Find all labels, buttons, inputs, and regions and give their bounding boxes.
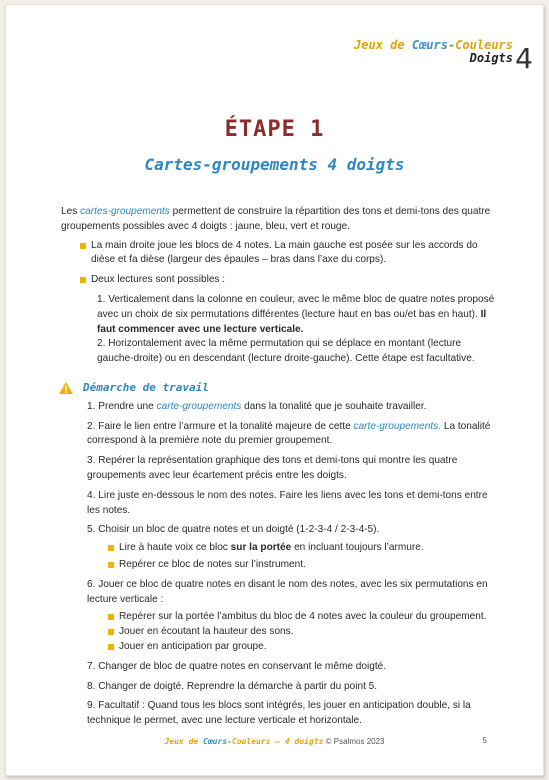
page-number: 5 bbox=[482, 736, 487, 745]
document-body bbox=[61, 205, 499, 729]
sub-bullet: Lire à haute voix ce bloc sur la portée en incluant toujours l’armure. bbox=[105, 541, 499, 556]
brand-part3: - bbox=[447, 38, 456, 52]
reading-option: 2. Horizontalement avec la même permutation qui se déplace en montant (lecture gauche-droite) ou en descendant (lecture droite-gauche). Cette étape est facultative. bbox=[97, 338, 475, 365]
bold-note: Il faut commencer avec une lecture verticale. bbox=[97, 308, 487, 335]
warning-icon bbox=[59, 382, 73, 394]
brand-number: 4 bbox=[515, 42, 533, 75]
step-item: 8. Changer de doigté. Reprendre la démarche à partir du point 5. bbox=[87, 680, 378, 692]
brand-line2: Doigts bbox=[469, 51, 513, 65]
term-highlight: carte-groupements bbox=[156, 400, 242, 412]
section-heading: Démarche de travail bbox=[61, 381, 499, 396]
footer-copyright: © Psalmos 2023 bbox=[323, 737, 385, 746]
brand-part2: Cœurs bbox=[411, 38, 448, 52]
reading-option: 1. Verticalement dans la colonne en couleur, avec le même bloc de quatre notes proposé avec un choix de six permutations différentes (lecture haut en bas ou/et bas en haut). Il faut commencer avec une lecture verticale. bbox=[97, 293, 495, 335]
step-item: 7. Changer de bloc de quatre notes en conservant le même doigté. bbox=[87, 660, 387, 672]
page-footer bbox=[6, 737, 543, 746]
step-item: 3. Repérer la représentation graphique des tons et demi-tons qui montre les quatre groupements avec leur écartement précis entre les doigts. bbox=[87, 455, 458, 481]
page-title: ÉTAPE 1 bbox=[224, 117, 325, 142]
sub-bullet: Jouer en écoutant la hauteur des sons. bbox=[105, 625, 499, 640]
step-item: 2. Faire le lien entre l’armure et la tonalité majeure de cette carte-groupements. La tonalité correspond à la première note du premier groupement. bbox=[87, 420, 491, 447]
document-page bbox=[5, 4, 544, 776]
step-item: 4. Lire juste en-dessous le nom des notes. Faire les liens avec les tons et demi-tons entre les notes. bbox=[87, 489, 488, 516]
step-item: 1. Prendre une carte-groupements dans la tonalité que je souhaite travailler. bbox=[87, 400, 427, 412]
step-item: 9. Facultatif : Quand tous les blocs sont intégrés, les jouer en anticipation double, si la technique le permet, avec une lecture verticale et horizontale. bbox=[87, 700, 471, 727]
bullet-item: La main droite joue les blocs de 4 notes. La main gauche est posée sur les accords do dièse et fa dièse (largeur des épaules – bras dans l’axe du corps). bbox=[77, 239, 499, 269]
sub-bullet: Repérer sur la portée l’ambitus du bloc de 4 notes avec la couleur du groupement. bbox=[105, 610, 499, 625]
intro-paragraph: Les cartes-groupements permettent de construire la répartition des tons et demi-tons des quatre groupements possibles avec 4 doigts : jaune, bleu, vert et rouge. bbox=[61, 206, 491, 232]
sub-bullet: Jouer en anticipation par groupe. bbox=[105, 640, 499, 655]
brand-part4: Couleurs bbox=[455, 38, 513, 52]
term-highlight: carte-groupements. bbox=[353, 420, 442, 432]
brand-part1: Jeux de bbox=[354, 38, 412, 52]
step-item: 6. Jouer ce bloc de quatre notes en disant le nom des notes, avec les six permutations en lecture verticale : bbox=[87, 578, 488, 605]
bullet-item: Deux lectures sont possibles : bbox=[77, 273, 499, 288]
footer-brand: Jeux de Cœurs-Couleurs – 4 doigts bbox=[164, 737, 324, 746]
term-highlight: cartes-groupements bbox=[80, 206, 170, 217]
step-item: 5. Choisir un bloc de quatre notes et un doigté (1-2-3-4 / 2-3-4-5). bbox=[87, 524, 380, 536]
brand-logo bbox=[354, 38, 533, 75]
sub-bullet: Repérer ce bloc de notes sur l’instrument. bbox=[105, 558, 499, 573]
page-subtitle: Cartes-groupements 4 doigts bbox=[144, 155, 405, 174]
